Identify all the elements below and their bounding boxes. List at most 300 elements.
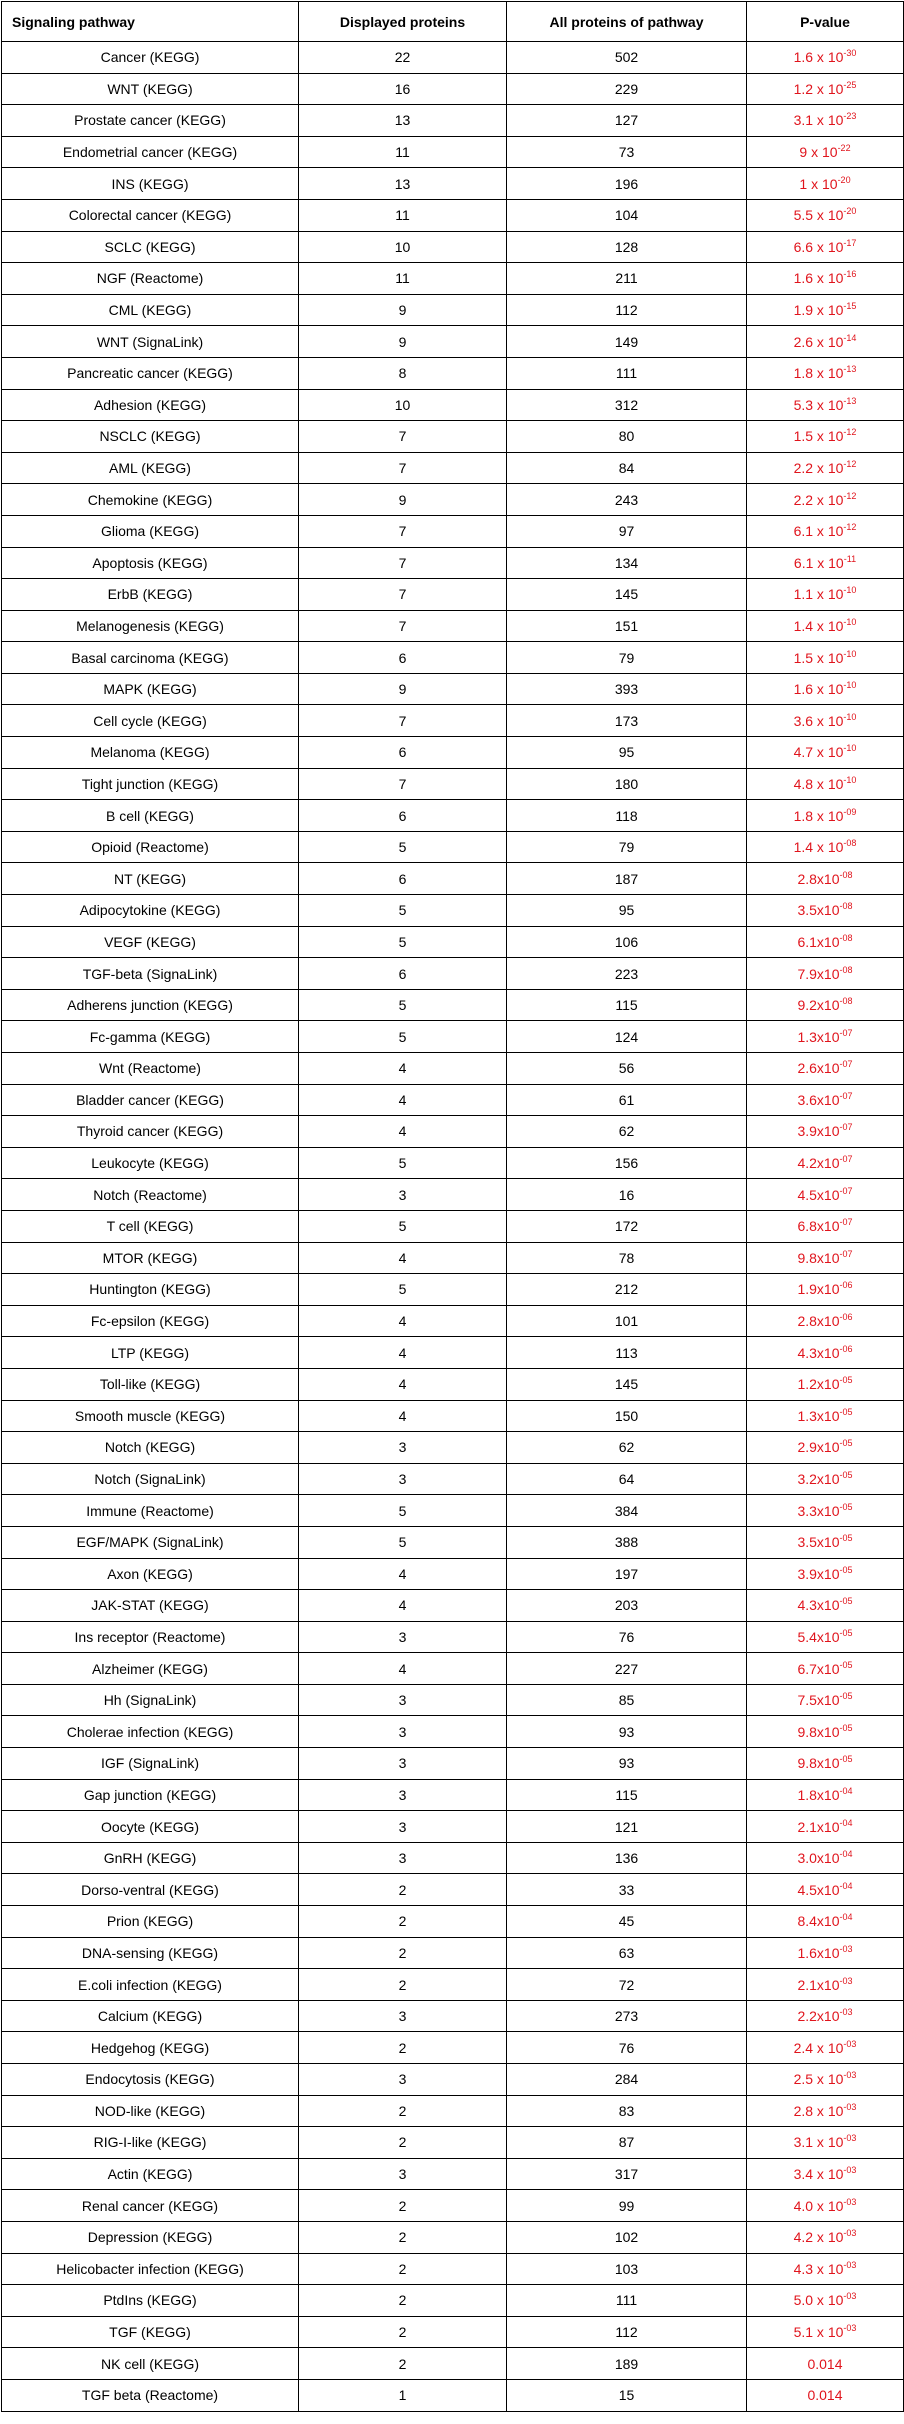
table-row — [2, 926, 904, 958]
pathway-name-cell: Hh (SignaLink) — [2, 1684, 299, 1716]
all-proteins-cell: 223 — [507, 958, 747, 990]
table-row — [2, 326, 904, 358]
pathway-name-cell: Adherens junction (KEGG) — [2, 989, 299, 1021]
p-value-cell — [747, 294, 904, 326]
displayed-proteins-cell: 3 — [299, 1432, 507, 1464]
displayed-proteins-cell: 11 — [299, 263, 507, 295]
p-value-cell — [747, 2095, 904, 2127]
p-value-exponent: -12 — [843, 459, 857, 470]
p-value-cell — [747, 1558, 904, 1590]
p-value-cell — [747, 2158, 904, 2190]
displayed-proteins-cell: 7 — [299, 452, 507, 484]
p-value-exponent: -30 — [843, 48, 857, 59]
p-value-exponent: -20 — [837, 174, 851, 185]
pathway-name-cell: AML (KEGG) — [2, 452, 299, 484]
table-row — [2, 1969, 904, 2001]
table-row — [2, 199, 904, 231]
p-value-mantissa: 0.014 — [807, 2387, 843, 2404]
pathway-name-cell: Melanogenesis (KEGG) — [2, 610, 299, 642]
table-row — [2, 2379, 904, 2411]
table-row — [2, 2221, 904, 2253]
p-value-mantissa: 5.0 x 10 — [793, 2292, 844, 2309]
p-value-exponent: -11 — [843, 553, 857, 564]
p-value-cell — [747, 1874, 904, 1906]
pathway-name-cell: Toll-like (KEGG) — [2, 1368, 299, 1400]
table-row — [2, 1179, 904, 1211]
p-value-cell — [747, 2064, 904, 2096]
pathway-name-cell: Leukocyte (KEGG) — [2, 1147, 299, 1179]
p-value-cell — [747, 1084, 904, 1116]
p-value-cell — [747, 673, 904, 705]
displayed-proteins-cell: 13 — [299, 105, 507, 137]
all-proteins-cell: 118 — [507, 800, 747, 832]
all-proteins-cell: 61 — [507, 1084, 747, 1116]
table-row — [2, 1210, 904, 1242]
table-row — [2, 1053, 904, 1085]
p-value-exponent: -05 — [839, 1754, 853, 1765]
all-proteins-cell: 196 — [507, 168, 747, 200]
all-proteins-cell: 388 — [507, 1526, 747, 1558]
p-value-cell — [747, 958, 904, 990]
table-row — [2, 421, 904, 453]
table-row — [2, 1116, 904, 1148]
all-proteins-cell: 45 — [507, 1906, 747, 1938]
pathway-name-cell: Calcium (KEGG) — [2, 2000, 299, 2032]
p-value-mantissa: 2.2 x 10 — [793, 491, 844, 508]
pathway-name-cell: Endocytosis (KEGG) — [2, 2064, 299, 2096]
displayed-proteins-cell: 4 — [299, 1558, 507, 1590]
all-proteins-cell: 115 — [507, 989, 747, 1021]
table-row — [2, 389, 904, 421]
all-proteins-cell: 151 — [507, 610, 747, 642]
p-value-mantissa: 2.6 x 10 — [793, 333, 844, 350]
displayed-proteins-cell: 8 — [299, 357, 507, 389]
all-proteins-cell: 189 — [507, 2348, 747, 2380]
table-row — [2, 1400, 904, 1432]
displayed-proteins-cell: 4 — [299, 1368, 507, 1400]
all-proteins-cell: 145 — [507, 579, 747, 611]
p-value-cell — [747, 1653, 904, 1685]
p-value-exponent: -10 — [843, 774, 857, 785]
p-value-exponent: -10 — [843, 680, 857, 691]
pathway-name-cell: LTP (KEGG) — [2, 1337, 299, 1369]
p-value-cell — [747, 1811, 904, 1843]
pathway-name-cell: MTOR (KEGG) — [2, 1242, 299, 1274]
table-row — [2, 1305, 904, 1337]
p-value-cell — [747, 1526, 904, 1558]
pathway-name-cell: DNA-sensing (KEGG) — [2, 1937, 299, 1969]
p-value-cell — [747, 1210, 904, 1242]
all-proteins-cell: 197 — [507, 1558, 747, 1590]
all-proteins-cell: 85 — [507, 1684, 747, 1716]
p-value-mantissa: 2.2x10 — [797, 2008, 840, 2025]
pathway-name-cell: RIG-I-like (KEGG) — [2, 2127, 299, 2159]
p-value-mantissa: 4.5x10 — [797, 1881, 840, 1898]
p-value-exponent: -13 — [843, 395, 857, 406]
p-value-mantissa: 1.3x10 — [797, 1407, 840, 1424]
all-proteins-cell: 112 — [507, 2316, 747, 2348]
p-value-mantissa: 3.1 x 10 — [793, 2134, 844, 2151]
all-proteins-cell: 15 — [507, 2379, 747, 2411]
displayed-proteins-cell: 5 — [299, 1495, 507, 1527]
p-value-exponent: -12 — [843, 490, 857, 501]
all-proteins-cell: 93 — [507, 1748, 747, 1780]
p-value-exponent: -08 — [839, 996, 853, 1007]
p-value-cell — [747, 73, 904, 105]
p-value-exponent: -08 — [839, 964, 853, 975]
table-row — [2, 705, 904, 737]
p-value-cell — [747, 1179, 904, 1211]
p-value-cell — [747, 1305, 904, 1337]
table-row — [2, 452, 904, 484]
table-row — [2, 136, 904, 168]
all-proteins-cell: 243 — [507, 484, 747, 516]
displayed-proteins-cell: 2 — [299, 2316, 507, 2348]
displayed-proteins-cell: 4 — [299, 1590, 507, 1622]
p-value-cell — [747, 579, 904, 611]
p-value-mantissa: 5.3 x 10 — [793, 396, 844, 413]
p-value-exponent: -05 — [839, 1722, 853, 1733]
all-proteins-cell: 128 — [507, 231, 747, 263]
header-signaling-pathway: Signaling pathway — [2, 2, 299, 42]
table-row — [2, 1558, 904, 1590]
p-value-exponent: -05 — [839, 1596, 853, 1607]
p-value-cell — [747, 1463, 904, 1495]
p-value-mantissa: 4.5x10 — [797, 1186, 840, 1203]
p-value-cell — [747, 105, 904, 137]
displayed-proteins-cell: 2 — [299, 1937, 507, 1969]
p-value-mantissa: 8.4x10 — [797, 1913, 840, 1930]
p-value-cell — [747, 705, 904, 737]
all-proteins-cell: 79 — [507, 642, 747, 674]
pathway-name-cell: Hedgehog (KEGG) — [2, 2032, 299, 2064]
p-value-mantissa: 3.6x10 — [797, 1091, 840, 1108]
p-value-exponent: -10 — [843, 648, 857, 659]
displayed-proteins-cell: 3 — [299, 1748, 507, 1780]
table-row — [2, 1368, 904, 1400]
all-proteins-cell: 103 — [507, 2253, 747, 2285]
p-value-mantissa: 3.5x10 — [797, 902, 840, 919]
p-value-mantissa: 1.6 x 10 — [793, 270, 844, 287]
all-proteins-cell: 106 — [507, 926, 747, 958]
all-proteins-cell: 317 — [507, 2158, 747, 2190]
p-value-mantissa: 9 x 10 — [799, 144, 838, 161]
table-row — [2, 2095, 904, 2127]
pathway-name-cell: Renal cancer (KEGG) — [2, 2190, 299, 2222]
p-value-mantissa: 4.0 x 10 — [793, 2197, 844, 2214]
p-value-mantissa: 5.5 x 10 — [793, 207, 844, 224]
p-value-cell — [747, 2316, 904, 2348]
p-value-cell — [747, 199, 904, 231]
p-value-cell — [747, 1621, 904, 1653]
p-value-exponent: -07 — [839, 1027, 853, 1038]
p-value-mantissa: 1.9 x 10 — [793, 302, 844, 319]
pathway-name-cell: JAK-STAT (KEGG) — [2, 1590, 299, 1622]
table-row — [2, 484, 904, 516]
p-value-cell — [747, 421, 904, 453]
displayed-proteins-cell: 6 — [299, 737, 507, 769]
p-value-cell — [747, 2285, 904, 2317]
displayed-proteins-cell: 3 — [299, 1463, 507, 1495]
p-value-cell — [747, 1400, 904, 1432]
pathway-name-cell: TGF-beta (SignaLink) — [2, 958, 299, 990]
pathway-name-cell: CML (KEGG) — [2, 294, 299, 326]
p-value-exponent: -05 — [839, 1470, 853, 1481]
p-value-cell — [747, 1969, 904, 2001]
pathway-name-cell: Basal carcinoma (KEGG) — [2, 642, 299, 674]
table-row — [2, 2348, 904, 2380]
displayed-proteins-cell: 6 — [299, 800, 507, 832]
p-value-exponent: -03 — [843, 2228, 857, 2239]
pathway-name-cell: Colorectal cancer (KEGG) — [2, 199, 299, 231]
p-value-cell — [747, 263, 904, 295]
displayed-proteins-cell: 5 — [299, 895, 507, 927]
pathway-name-cell: Actin (KEGG) — [2, 2158, 299, 2190]
table-row — [2, 515, 904, 547]
table-row — [2, 2285, 904, 2317]
p-value-exponent: -03 — [843, 2165, 857, 2176]
displayed-proteins-cell: 6 — [299, 958, 507, 990]
displayed-proteins-cell: 3 — [299, 1179, 507, 1211]
pathway-name-cell: Thyroid cancer (KEGG) — [2, 1116, 299, 1148]
displayed-proteins-cell: 6 — [299, 642, 507, 674]
p-value-cell — [747, 926, 904, 958]
p-value-cell — [747, 2000, 904, 2032]
pathway-name-cell: Fc-epsilon (KEGG) — [2, 1305, 299, 1337]
pathway-name-cell: NOD-like (KEGG) — [2, 2095, 299, 2127]
table-row — [2, 610, 904, 642]
pathway-name-cell: ErbB (KEGG) — [2, 579, 299, 611]
p-value-exponent: -03 — [843, 2101, 857, 2112]
all-proteins-cell: 16 — [507, 1179, 747, 1211]
displayed-proteins-cell: 3 — [299, 2158, 507, 2190]
pathway-name-cell: NSCLC (KEGG) — [2, 421, 299, 453]
p-value-cell — [747, 737, 904, 769]
p-value-exponent: -10 — [843, 743, 857, 754]
displayed-proteins-cell: 7 — [299, 705, 507, 737]
p-value-cell — [747, 1337, 904, 1369]
p-value-exponent: -20 — [843, 206, 857, 217]
p-value-mantissa: 3.0x10 — [797, 1850, 840, 1867]
table-row — [2, 1811, 904, 1843]
all-proteins-cell: 180 — [507, 768, 747, 800]
p-value-cell — [747, 1368, 904, 1400]
pathway-name-cell: Prion (KEGG) — [2, 1906, 299, 1938]
pathway-name-cell: EGF/MAPK (SignaLink) — [2, 1526, 299, 1558]
table-row — [2, 863, 904, 895]
p-value-cell — [747, 1495, 904, 1527]
p-value-mantissa: 2.4 x 10 — [793, 2039, 844, 2056]
p-value-mantissa: 3.4 x 10 — [793, 2166, 844, 2183]
all-proteins-cell: 211 — [507, 263, 747, 295]
table-row — [2, 2316, 904, 2348]
pathway-name-cell: IGF (SignaLink) — [2, 1748, 299, 1780]
header-displayed-proteins: Displayed proteins — [299, 2, 507, 42]
p-value-exponent: -14 — [843, 332, 857, 343]
pathway-name-cell: MAPK (KEGG) — [2, 673, 299, 705]
pathway-name-cell: Smooth muscle (KEGG) — [2, 1400, 299, 1432]
displayed-proteins-cell: 5 — [299, 831, 507, 863]
p-value-exponent: -03 — [843, 2323, 857, 2334]
table-row — [2, 831, 904, 863]
displayed-proteins-cell: 5 — [299, 989, 507, 1021]
table-row — [2, 2190, 904, 2222]
all-proteins-cell: 104 — [507, 199, 747, 231]
p-value-mantissa: 2.6x10 — [797, 1060, 840, 1077]
table-row — [2, 1463, 904, 1495]
pathway-name-cell: Depression (KEGG) — [2, 2221, 299, 2253]
pathway-name-cell: Pancreatic cancer (KEGG) — [2, 357, 299, 389]
p-value-mantissa: 1.5 x 10 — [793, 428, 844, 445]
p-value-mantissa: 2.8 x 10 — [793, 2102, 844, 2119]
table-row — [2, 73, 904, 105]
table-row — [2, 2032, 904, 2064]
table-row — [2, 642, 904, 674]
p-value-exponent: -04 — [839, 1817, 853, 1828]
all-proteins-cell: 149 — [507, 326, 747, 358]
displayed-proteins-cell: 7 — [299, 421, 507, 453]
p-value-mantissa: 2.5 x 10 — [793, 2071, 844, 2088]
all-proteins-cell: 173 — [507, 705, 747, 737]
p-value-exponent: -03 — [843, 2196, 857, 2207]
table-row — [2, 1874, 904, 1906]
p-value-mantissa: 4.2x10 — [797, 1155, 840, 1172]
displayed-proteins-cell: 10 — [299, 231, 507, 263]
pathway-table-container — [1, 1, 903, 2412]
table-row — [2, 1937, 904, 1969]
p-value-mantissa: 1.5 x 10 — [793, 649, 844, 666]
p-value-mantissa: 9.2x10 — [797, 997, 840, 1014]
p-value-cell — [747, 1274, 904, 1306]
p-value-mantissa: 1.8x10 — [797, 1786, 840, 1803]
all-proteins-cell: 112 — [507, 294, 747, 326]
p-value-cell — [747, 484, 904, 516]
pathway-name-cell: E.coli infection (KEGG) — [2, 1969, 299, 2001]
p-value-cell — [747, 1053, 904, 1085]
p-value-exponent: -22 — [837, 143, 851, 154]
p-value-mantissa: 0.014 — [807, 2355, 843, 2372]
pathway-name-cell: Bladder cancer (KEGG) — [2, 1084, 299, 1116]
pathway-name-cell: NT (KEGG) — [2, 863, 299, 895]
table-row — [2, 2158, 904, 2190]
displayed-proteins-cell: 7 — [299, 768, 507, 800]
displayed-proteins-cell: 16 — [299, 73, 507, 105]
table-row — [2, 105, 904, 137]
displayed-proteins-cell: 4 — [299, 1653, 507, 1685]
table-row — [2, 357, 904, 389]
displayed-proteins-cell: 4 — [299, 1242, 507, 1274]
displayed-proteins-cell: 3 — [299, 1621, 507, 1653]
displayed-proteins-cell: 7 — [299, 547, 507, 579]
p-value-mantissa: 6.1x10 — [797, 933, 840, 950]
pathway-name-cell: TGF beta (Reactome) — [2, 2379, 299, 2411]
table-row — [2, 895, 904, 927]
all-proteins-cell: 273 — [507, 2000, 747, 2032]
p-value-mantissa: 1 x 10 — [799, 175, 838, 192]
p-value-mantissa: 2.2 x 10 — [793, 460, 844, 477]
pathway-name-cell: Notch (KEGG) — [2, 1432, 299, 1464]
p-value-mantissa: 9.8x10 — [797, 1249, 840, 1266]
p-value-mantissa: 1.8 x 10 — [793, 807, 844, 824]
all-proteins-cell: 134 — [507, 547, 747, 579]
table-row — [2, 2127, 904, 2159]
table-row — [2, 1684, 904, 1716]
p-value-cell — [747, 2221, 904, 2253]
table-row — [2, 958, 904, 990]
all-proteins-cell: 187 — [507, 863, 747, 895]
p-value-exponent: -12 — [843, 522, 857, 533]
table-row — [2, 1242, 904, 1274]
table-row — [2, 579, 904, 611]
all-proteins-cell: 172 — [507, 1210, 747, 1242]
p-value-exponent: -23 — [843, 111, 857, 122]
table-row — [2, 768, 904, 800]
p-value-mantissa: 3.9x10 — [797, 1565, 840, 1582]
table-row — [2, 1621, 904, 1653]
p-value-cell — [747, 800, 904, 832]
displayed-proteins-cell: 5 — [299, 1147, 507, 1179]
p-value-exponent: -03 — [843, 2259, 857, 2270]
p-value-exponent: -07 — [839, 1217, 853, 1228]
table-row — [2, 1842, 904, 1874]
pathway-name-cell: Cell cycle (KEGG) — [2, 705, 299, 737]
p-value-mantissa: 4.3x10 — [797, 1344, 840, 1361]
p-value-mantissa: 3.3x10 — [797, 1502, 840, 1519]
table-row — [2, 1526, 904, 1558]
p-value-cell — [747, 768, 904, 800]
p-value-cell — [747, 1116, 904, 1148]
p-value-exponent: -08 — [839, 901, 853, 912]
pathway-name-cell: Alzheimer (KEGG) — [2, 1653, 299, 1685]
pathway-name-cell: Opioid (Reactome) — [2, 831, 299, 863]
pathway-name-cell: Notch (Reactome) — [2, 1179, 299, 1211]
all-proteins-cell: 64 — [507, 1463, 747, 1495]
all-proteins-cell: 136 — [507, 1842, 747, 1874]
displayed-proteins-cell: 4 — [299, 1116, 507, 1148]
table-row — [2, 1274, 904, 1306]
p-value-cell — [747, 642, 904, 674]
p-value-exponent: -07 — [839, 1185, 853, 1196]
displayed-proteins-cell: 3 — [299, 2000, 507, 2032]
p-value-cell — [747, 1242, 904, 1274]
table-row — [2, 1495, 904, 1527]
pathway-name-cell: SCLC (KEGG) — [2, 231, 299, 263]
all-proteins-cell: 156 — [507, 1147, 747, 1179]
all-proteins-cell: 124 — [507, 1021, 747, 1053]
p-value-mantissa: 6.7x10 — [797, 1660, 840, 1677]
p-value-exponent: -07 — [839, 1059, 853, 1070]
pathway-name-cell: Axon (KEGG) — [2, 1558, 299, 1590]
pathway-name-cell: Wnt (Reactome) — [2, 1053, 299, 1085]
p-value-cell — [747, 610, 904, 642]
p-value-mantissa: 4.2 x 10 — [793, 2229, 844, 2246]
table-row — [2, 231, 904, 263]
pathway-name-cell: Notch (SignaLink) — [2, 1463, 299, 1495]
all-proteins-cell: 203 — [507, 1590, 747, 1622]
displayed-proteins-cell: 9 — [299, 294, 507, 326]
all-proteins-cell: 101 — [507, 1305, 747, 1337]
p-value-mantissa: 5.1 x 10 — [793, 2324, 844, 2341]
pathway-name-cell: NGF (Reactome) — [2, 263, 299, 295]
pathway-name-cell: Cancer (KEGG) — [2, 42, 299, 74]
displayed-proteins-cell: 7 — [299, 515, 507, 547]
pathway-name-cell: B cell (KEGG) — [2, 800, 299, 832]
displayed-proteins-cell: 5 — [299, 1210, 507, 1242]
p-value-mantissa: 2.8x10 — [797, 870, 840, 887]
all-proteins-cell: 284 — [507, 2064, 747, 2096]
p-value-mantissa: 4.3 x 10 — [793, 2260, 844, 2277]
table-row — [2, 1084, 904, 1116]
